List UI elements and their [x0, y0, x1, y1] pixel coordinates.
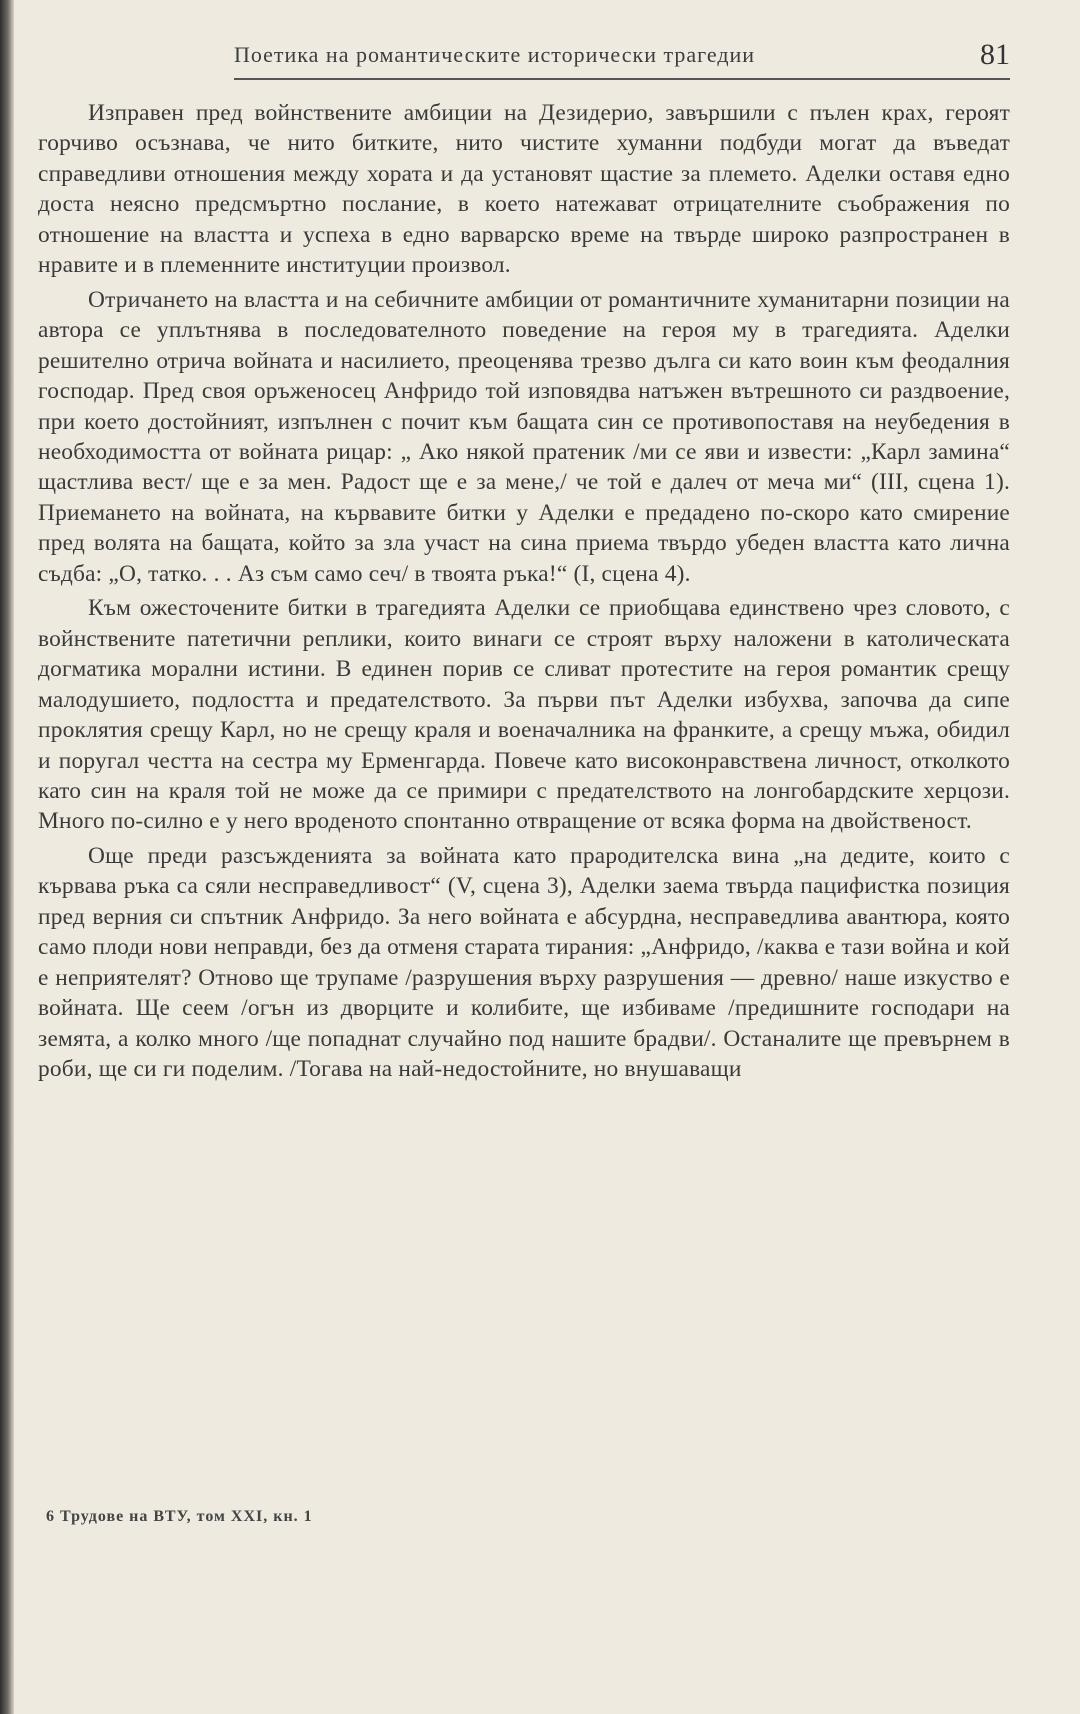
paragraph-3: Към ожесточените битки в трагедията Аделки се приобщава единствено чрез словото, с войнствените патетични реплики, които винаги се строят върху наложени в католическата догматика морални истини. В единен порив се сливат протестите на героя романтик срещу малодушието, подлостта и предателството. За първи път Аделки избухва, започва да сипе проклятия срещу Карл, но не срещу краля и военачалника на франките, а срещу мъжа, обидил и поругал честта на сестра му Ерменгарда. Повече като високонравствена личност, отколкото като син на краля той не може да се примири с предателството на лонгобардските херцози. Много по-силно е у него вроденото спонтанно отвращение от всяка форма на двойственост. [38, 595, 1010, 835]
running-title: Поетика на романтическите исторически трагедии [234, 42, 756, 67]
paragraph-1: Изправен пред войнствените амбиции на Дезидерио, завършили с пълен крах, героят горчиво осъзнава, че нито битките, нито чистите хуманни подбуди могат да въведат справедливи отношения между хората и да установят щастие за племето. Аделки оставя едно доста неясно предсмъртно послание, в което натежават отрицателните съображения по отношение на властта и успеха в едно варварско време на твърде широко разпространен в нравите и в племенните институции произвол. [38, 100, 1010, 279]
page-header [38, 30, 1010, 78]
paragraph-4: Още преди разсъжденията за войната като прародителска вина „на дедите, които с кървава ръка са сяли несправедливост“ (V, сцена 3), Аделки заема твърда пацифистка позиция пред верния си спътник Анфридо. За него войната е абсурдна, несправедлива авантюра, която само плоди нови неправди, без да отменя старата тирания: „Анфридо, /каква е тази война и кой е неприятелят? Отново ще трупаме /разрушения върху разрушения — древно/ наше изкуство е войната. Ще сеем /огън из дворците и колибите, ще избиваме /предишните господари на земята, а колко много /ще попаднат случайно под нашите брадви/. Останалите ще превърнем в роби, ще си ги поделим. /Тогава на най-недостойните, но внушаващи [38, 842, 1010, 1083]
body-text [38, 98, 1010, 1085]
page-footer-signature: 6 Трудове на ВТУ, том XXI, кн. 1 [46, 1508, 313, 1525]
page-number: 81 [980, 38, 1010, 71]
book-page [38, 30, 1010, 1710]
header-rule [234, 78, 1010, 80]
book-binding-edge [0, 0, 14, 1714]
paragraph-2: Отричането на властта и на себичните амбиции от романтичните хуманитарни позиции на автора се уплътнява в последователното поведение на героя му в трагедията. Аделки решително отрича войната и насилието, преоценява трезво дълга си като воин към феодалния господар. Пред своя оръженосец Анфридо той изповядва натъжен вътрешното си раздвоение, при което достойният, изпълнен с почит към бащата син се противопоставя на неубедения в необходимостта от войната рицар: „ Ако някой пратеник /ми се яви и извести: „Карл замина“ щастлива вест/ ще е за мен. Радост ще е за мене,/ че той е далеч от меча ми“ (III, сцена 1). Приемането на войната, на кървавите битки у Аделки е предадено по-скоро като смирение пред волята на бащата, който за зла участ на сина приема твърдо убеден властта като лична съдба: „О, татко. . . Аз съм само сеч/ в твоята ръка!“ (I, сцена 4). [38, 286, 1010, 587]
